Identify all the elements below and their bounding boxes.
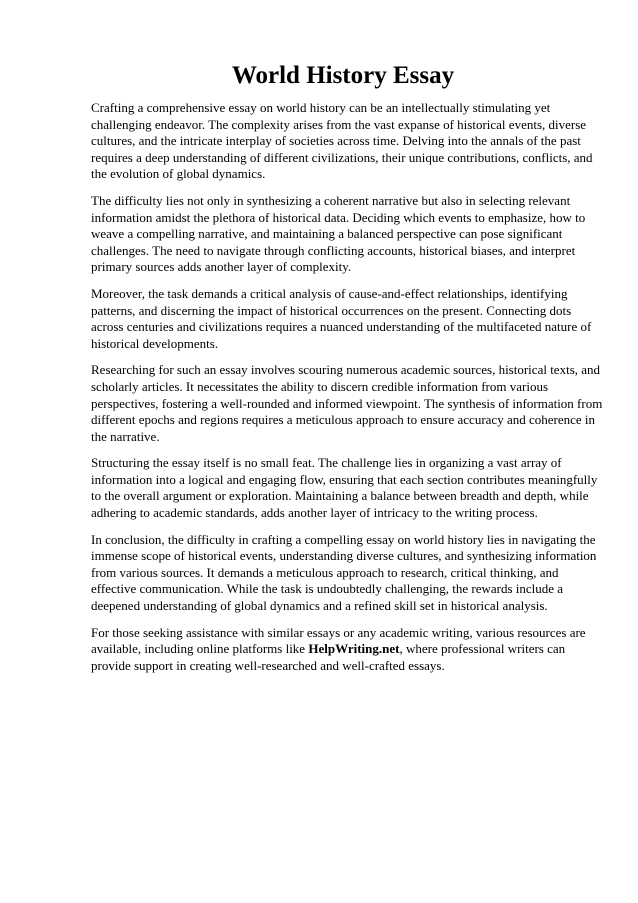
paragraph-research: Researching for such an essay involves scouring numerous academic sources, historical texts, and scholarly articles. It necessitates the ability to discern credible information from various perspectives, fostering a well-rounded and informed viewpoint. The synthesis of information from different epochs and regions requires a meticulous approach to ensure accuracy and coherence in the narrative. [91, 362, 603, 444]
paragraph-analysis: Moreover, the task demands a critical analysis of cause-and-effect relationships, identifying patterns, and discerning the impact of historical occurrences on the present. Connecting dots across centuries and civilizations requires a nuanced understanding of the multifaceted nature of historical developments. [91, 285, 592, 351]
document-title: World History Essay [231, 62, 455, 89]
closing-text-before: For those seeking assistance with similar essays or any academic writing, various resources are available, including online platforms like [91, 624, 586, 657]
document-body [91, 100, 605, 684]
paragraph-structure: Structuring the essay itself is no small feat. The challenge lies in organizing a vast array of information into a logical and engaging flow, ensuring that each section contributes meaningfully to the overall argument or exploration. Maintaining a balance between breadth and depth, while adhering to academic standards, adds another layer of intricacy to the writing process. [91, 455, 598, 521]
paragraph-closing [91, 625, 605, 675]
helpwriting-link[interactable]: HelpWriting.net [308, 641, 400, 657]
paragraph-conclusion: In conclusion, the difficulty in crafting a compelling essay on world history lies in navigating the immense scope of historical events, understanding diverse cultures, and synthesizing information from various sources. It demands a meticulous approach to research, critical thinking, and effective communication. While the task is undoubtedly challenging, the rewards include a deepened understanding of global dynamics and a refined skill set in historical analysis. [91, 531, 597, 614]
paragraph-intro: Crafting a comprehensive essay on world history can be an intellectually stimulating yet challenging endeavor. The complexity arises from the vast expanse of historical events, diverse cultures, and the intricate interplay of societies across time. Delving into the annals of the past requires a deep understanding of different civilizations, their unique contributions, conflicts, and the evolution of global dynamics. [91, 100, 593, 182]
paragraph-difficulty: The difficulty lies not only in synthesizing a coherent narrative but also in selecting relevant information amidst the plethora of historical data. Deciding which events to emphasize, how to weave a compelling narrative, and maintaining a balanced perspective can pose significant challenges. The need to navigate through conflicting accounts, historical biases, and interpret primary sources adds another layer of complexity. [91, 192, 586, 275]
closing-text-after: , where professional writers can provide support in creating well-researched and well-crafted essays. [91, 641, 566, 673]
